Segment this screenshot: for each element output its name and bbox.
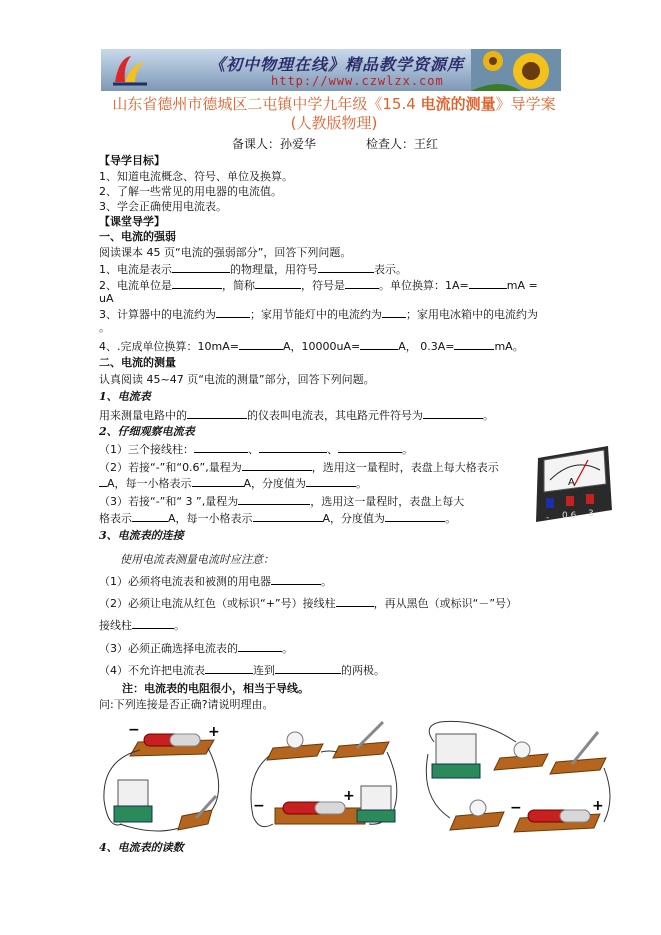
goals-heading: 【导学目标】 [99,154,165,167]
goal-item: 1、知道电流概念、符号、单位及换算。 [99,170,293,183]
note-line: 注：电流表的电阻很小，相当于导线。 [122,682,309,695]
s2-s1: 用来测量电路中的 的仪表叫电流表，其电路元件符号为 。 [99,409,494,422]
sub-heading-4: 4、电流表的读数 [99,841,184,854]
plus-sign: + [208,724,220,740]
terminal-label: 3 [588,509,594,519]
s2-p3: （3）若接“-”和“ 3 ”,量程为 ，选用这一量程时，表盘上每大 [99,495,465,508]
s1-q3-cont: 。 [99,321,110,334]
minus-sign: − [128,722,140,738]
circuit-diagram-2 [243,716,403,840]
s1-q2-cont: uA [99,292,114,305]
site-logo-icon [109,52,149,88]
s2-p3-cont: 格表示 A，每一小格表示 A，分度值为 。 [99,512,457,525]
circuit-diagram-1 [100,720,230,838]
rule-4: （4）不允许把电流表 连到 的两极。 [99,664,385,677]
banner-slogan: 《初中物理在线》精品教学资源库 [209,55,465,74]
plus-sign: + [592,798,604,814]
minus-sign: − [510,800,522,816]
s2-p1: （1）三个接线柱： 、 、 。 [99,443,413,456]
preparer: 备课人：孙爱华 [232,137,317,151]
section2-intro: 认真阅读 45~47 页“电流的测量”部分，回答下列问题。 [99,373,375,386]
question-line: 问:下列连接是否正确?请说明理由。 [99,698,274,711]
rule-2-cont: 接线柱 。 [99,619,185,632]
terminal-label: - [546,513,550,523]
minus-sign: − [253,798,265,814]
terminal-label: 0.6 [562,511,577,521]
title-bold: 电流的测量 [420,95,496,113]
s2-p2: （2）若接“-”和“0.6”,量程为 ，选用这一量程时，表盘上每大格表示 [99,461,499,474]
s1-q4: 4、.完成单位换算：10mA= A，10000uA= A， 0.3A= mA。 [99,340,524,353]
goal-item: 3、学会正确使用电流表。 [99,200,227,213]
sunflower-icon [471,49,561,91]
banner-url[interactable]: http://www.czwlzx.com [271,74,444,88]
section1-heading: 一、电流的强弱 [99,230,176,243]
checker: 检查人：王红 [366,137,439,151]
page-title [104,95,564,133]
plus-sign: + [343,788,355,804]
guide-heading: 【课堂导学】 [99,215,165,228]
section1-intro: 阅读课本 45 页“电流的强弱部分”，回答下列问题。 [99,246,352,259]
sub-heading-3: 3、电流表的连接 [99,529,184,542]
s1-q3: 3、计算器中的电流约为 ；家用节能灯中的电流约为 ；家用电冰箱中的电流约为 [99,308,538,321]
title-prefix: 山东省德州市德城区二屯镇中学九年级《15.4 [112,95,421,113]
header-banner [101,49,561,91]
rule-1: （1）必须将电流表和被测的用电器 。 [99,575,332,588]
s2-p2-cont: A，每一小格表示 A，分度值为 。 [99,476,367,491]
goal-item: 2、了解一些常见的用电器的电流值。 [99,185,282,198]
s1-q2: 2、电流单位是 ，简称 ，符号是 。单位换算：1A= mA = [99,279,538,292]
circuit-diagram-3 [420,718,616,840]
sub-heading-2: 2、仔细观察电流表 [99,425,195,438]
s1-q1: 1、电流是表示 的物理量，用符号 表示。 [99,263,407,276]
note-title: 使用电流表测量电流时应注意： [120,553,274,566]
title-suffix: 》导学案(人教版物理) [290,95,556,132]
rule-3: （3）必须正确选择电流表的 。 [99,642,293,655]
rule-2: （2）必须让电流从红色（或标识“+”号）接线柱 ，再从黑色（或标识“－”号） [99,597,518,610]
section2-heading: 二、电流的测量 [99,356,176,369]
ammeter-illustration [532,438,616,526]
sub-heading-1: 1、电流表 [99,390,151,403]
ammeter-label: A [568,477,575,488]
